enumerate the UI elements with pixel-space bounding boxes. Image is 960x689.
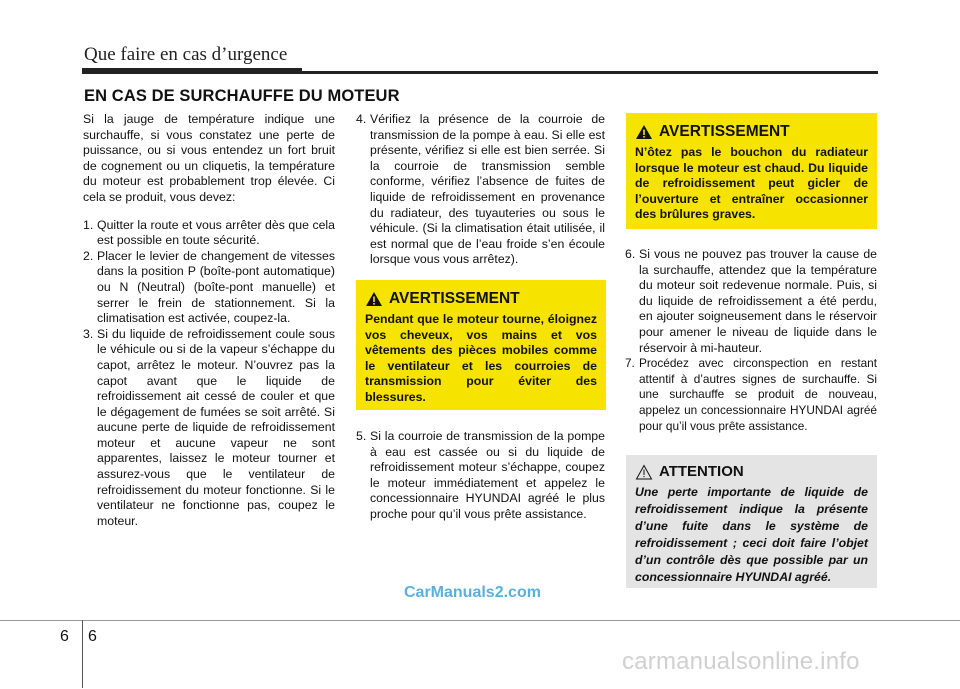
- warning-body: Pendant que le moteur tourne, éloignez vos cheveux, vos mains et vos vêtements des pièces mobiles comme le ventilateur et les courroies de transmission pour éviter des blessures.: [365, 312, 597, 404]
- step-text: Quitter la route et vous arrêter dès que cela est possible en toute sécurité.: [97, 217, 335, 248]
- step-text: Vérifiez la présence de la courroie de transmission de la pompe à eau. Si elle est présente, vérifiez si elle est bien serrée. Si la courroie de transmission semble conforme, vérifiez l’absence de fuites de liquide de refroidissement en provenance du radiateur, des tuyauteries ou sous le véhicule. (Si la climatisation était utilisée, il est normal que de l’eau froide s’en écoule lorsque vous vous arrêtez).: [370, 112, 605, 267]
- warning-icon: [365, 291, 383, 307]
- list-item: [83, 249, 335, 327]
- list-item: [83, 218, 335, 249]
- section-title: EN CAS DE SURCHAUFFE DU MOTEUR: [84, 87, 400, 105]
- header-rule: [82, 71, 878, 74]
- list-item: [625, 247, 877, 356]
- warning-icon: [635, 124, 653, 140]
- step-text: Placer le levier de changement de vitesses dans la position P (boîte-pont automatique) ou N (Neutral) (boîte-pont manuelle) et serrer le frein de stationnement. Si la climatisation est activée, coupez-la.: [97, 248, 335, 326]
- step-number: 4.: [356, 112, 367, 126]
- attention-box: [626, 455, 877, 588]
- footer-watermark: carmanualsonline.info: [622, 648, 860, 675]
- column-left: [83, 112, 335, 529]
- footer-rule: [0, 620, 960, 621]
- step-number: 2.: [83, 248, 94, 263]
- steps-list-middle: [356, 112, 605, 268]
- step-number: 5.: [356, 429, 367, 443]
- step-text: Si vous ne pouvez pas trouver la cause de la surchauffe, attendez que la température du moteur soit redevenue normale. Puis, si du liquide de refroidissement a été perdu, en ajouter soigneusement dans le réservoir pour amener le niveau de liquide dans le réservoir à mi-hauteur.: [639, 247, 877, 355]
- list-item: [83, 327, 335, 530]
- page-number: 6: [88, 628, 97, 645]
- steps-list-right: [625, 247, 877, 434]
- list-item: [356, 112, 605, 268]
- chapter-number: 6: [60, 628, 69, 645]
- list-item: [356, 429, 605, 523]
- list-item: [625, 356, 877, 434]
- intro-paragraph: Si la jauge de température indique une surchauffe, si vous constatez une perte de puissance, ou si vous entendez un fort bruit de cognement ou un cliquetis, la température du moteur est probablement trop élevée. Ci cela se produit, vous devez:: [83, 112, 335, 204]
- footer-divider: [82, 620, 83, 688]
- watermark-logo: CarManuals2.com: [404, 584, 541, 601]
- step-text: Si du liquide de refroidissement coule sous le véhicule ou si de la vapeur s’échappe du capot, arrêtez le moteur. N’ouvrez pas la capot avant que le liquide de refroidissement ait cessé de couler et que le dégagement de fumées se soit arrêté. Si aucune perte de liquide de refroidissement moteur et aucune vapeur ne sont apparentes, laissez le moteur tourner et assurez-vous que le ventilateur de refroidissement du moteur fonctionne. Si le ventilateur ne fonctionne pas, coupez le moteur.: [97, 326, 335, 528]
- header-title: Que faire en cas d’urgence: [84, 44, 288, 65]
- attention-body: Une perte importante de liquide de refroidissement indique la présente d’une fuite dans le système de refroidissement ; ceci doit faire l’objet d’un contrôle dès que possible par un concessionnaire HYUNDAI agréé.: [635, 485, 868, 584]
- step-text: Procédez avec circonspection en restant attentif à d’autres signes de surchauffe. Si une surchauffe se produit de nouveau, appelez un concessionnaire HYUNDAI agréé pour qu’il vous prête assistance.: [639, 356, 877, 433]
- step-number: 7.: [625, 356, 635, 371]
- step-text: Si la courroie de transmission de la pompe à eau est cassée ou si du liquide de refroidissement moteur s’échappe, coupez le moteur immédiatement et appelez le concessionnaire HYUNDAI agréé le plus proche pour qu’il vous prête assistance.: [370, 429, 605, 521]
- warning-box-fan: [356, 280, 606, 410]
- warning-title: AVERTISSEMENT: [659, 123, 790, 140]
- step-number: 1.: [83, 217, 94, 232]
- caution-icon: [635, 464, 653, 480]
- step-5-block: [356, 429, 605, 523]
- warning-body: N’ôtez pas le bouchon du radiateur lorsque le moteur est chaud. Du liquide de refroidissement peut gicler de l’ouverture et entraîner occasionner des brûlures graves.: [635, 145, 868, 222]
- warning-title: AVERTISSEMENT: [389, 290, 520, 307]
- steps-list-left: [83, 218, 335, 530]
- warning-box-radiator-cap: [626, 113, 877, 229]
- step-number: 3.: [83, 326, 94, 341]
- step-number: 6.: [625, 247, 636, 261]
- column-middle: [356, 112, 605, 268]
- column-right: [625, 247, 877, 434]
- attention-title: ATTENTION: [659, 463, 744, 480]
